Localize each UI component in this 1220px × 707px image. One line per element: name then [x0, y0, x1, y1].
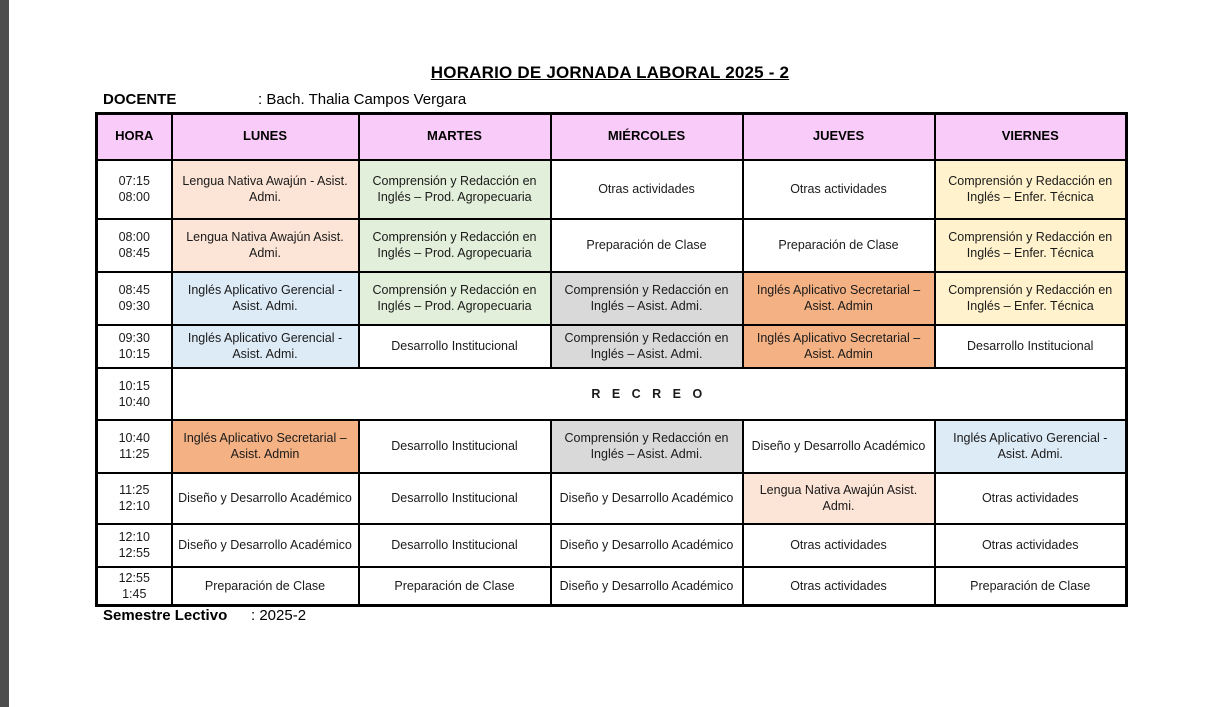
schedule-cell: Desarrollo Institucional: [359, 524, 551, 567]
schedule-cell: Comprensión y Redacción en Inglés – Prod. Agropecuaria: [359, 219, 551, 272]
schedule-cell: Diseño y Desarrollo Académico: [551, 473, 743, 524]
schedule-cell: Otras actividades: [743, 160, 935, 219]
header-row: [97, 114, 1127, 160]
schedule-cell: Comprensión y Redacción en Inglés – Enfer. Técnica: [935, 272, 1127, 325]
time-line: 08:00: [118, 190, 150, 204]
time-cell: [97, 567, 172, 606]
schedule-cell: Inglés Aplicativo Secretarial – Asist. Admin: [743, 325, 935, 368]
table-row: [97, 272, 1127, 325]
time-line: 12:10: [118, 530, 150, 544]
time-line: 1:45: [122, 586, 147, 601]
schedule-cell: Preparación de Clase: [935, 567, 1127, 606]
schedule-cell: Comprensión y Redacción en Inglés – Asist. Admi.: [551, 420, 743, 473]
time-cell: [97, 160, 172, 219]
schedule-cell: Inglés Aplicativo Gerencial - Asist. Admi.: [935, 420, 1127, 473]
semestre-value: : 2025-2: [251, 607, 307, 624]
time-line: 12:55: [118, 570, 150, 585]
schedule-cell: Diseño y Desarrollo Académico: [551, 567, 743, 606]
col-header-viernes: VIERNES: [935, 114, 1127, 160]
schedule-cell: Inglés Aplicativo Gerencial - Asist. Admi.: [172, 325, 359, 368]
schedule-cell: Desarrollo Institucional: [359, 325, 551, 368]
table-row: [97, 567, 1127, 606]
table-row: [97, 368, 1127, 420]
schedule-wrap: [95, 112, 1128, 607]
schedule-cell: Otras actividades: [743, 524, 935, 567]
schedule-cell: Otras actividades: [935, 524, 1127, 567]
time-line: 07:15: [118, 174, 150, 188]
schedule-cell: Lengua Nativa Awajún Asist. Admi.: [743, 473, 935, 524]
schedule-cell: Preparación de Clase: [359, 567, 551, 606]
schedule-cell: Diseño y Desarrollo Académico: [743, 420, 935, 473]
page-title: [95, 63, 1125, 83]
col-header-jueves: JUEVES: [743, 114, 935, 160]
schedule-cell: Desarrollo Institucional: [359, 473, 551, 524]
page-title-text: HORARIO DE JORNADA LABORAL 2025 - 2: [430, 63, 790, 82]
semestre-line: [103, 607, 703, 624]
schedule-cell: Lengua Nativa Awajún Asist. Admi.: [172, 219, 359, 272]
time-line: 08:45: [118, 246, 150, 260]
schedule-cell: Preparación de Clase: [743, 219, 935, 272]
schedule-cell: Diseño y Desarrollo Académico: [172, 473, 359, 524]
time-line: 10:40: [118, 394, 150, 409]
schedule-cell: Inglés Aplicativo Secretarial – Asist. Admin: [743, 272, 935, 325]
time-cell: [97, 473, 172, 524]
schedule-cell: Diseño y Desarrollo Académico: [551, 524, 743, 567]
semestre-label: Semestre Lectivo: [103, 607, 228, 624]
time-cell: [97, 524, 172, 567]
table-row: [97, 160, 1127, 219]
schedule-cell: Comprensión y Redacción en Inglés – Prod. Agropecuaria: [359, 160, 551, 219]
schedule-cell: Desarrollo Institucional: [359, 420, 551, 473]
time-cell: [97, 272, 172, 325]
docente-line: [103, 91, 1103, 108]
time-line: 12:55: [118, 546, 150, 560]
schedule-cell: Otras actividades: [743, 567, 935, 606]
time-line: 10:15: [118, 378, 150, 393]
time-line: 09:30: [118, 299, 150, 313]
schedule-cell: Inglés Aplicativo Secretarial – Asist. Admin: [172, 420, 359, 473]
docente-value: : Bach. Thalia Campos Vergara: [258, 91, 467, 108]
col-header-hora: HORA: [97, 114, 172, 160]
col-header-miercoles: MIÉRCOLES: [551, 114, 743, 160]
table-row: [97, 473, 1127, 524]
col-header-lunes: LUNES: [172, 114, 359, 160]
time-line: 10:15: [118, 347, 150, 361]
table-row: [97, 420, 1127, 473]
schedule-cell: Comprensión y Redacción en Inglés – Prod. Agropecuaria: [359, 272, 551, 325]
time-line: 12:10: [118, 499, 150, 513]
schedule-cell: Comprensión y Redacción en Inglés – Asist. Admi.: [551, 325, 743, 368]
time-line: 08:45: [118, 283, 150, 297]
time-cell: [97, 368, 172, 420]
time-line: 11:25: [119, 447, 150, 461]
schedule-cell: Preparación de Clase: [172, 567, 359, 606]
time-cell: [97, 219, 172, 272]
col-header-martes: MARTES: [359, 114, 551, 160]
schedule-cell: Otras actividades: [935, 473, 1127, 524]
schedule-cell: Desarrollo Institucional: [935, 325, 1127, 368]
schedule-cell: Lengua Nativa Awajún - Asist. Admi.: [172, 160, 359, 219]
schedule-cell: Preparación de Clase: [551, 219, 743, 272]
schedule-cell: Comprensión y Redacción en Inglés – Enfer. Técnica: [935, 219, 1127, 272]
schedule-cell: Comprensión y Redacción en Inglés – Enfer. Técnica: [935, 160, 1127, 219]
schedule-cell: Inglés Aplicativo Gerencial - Asist. Admi.: [172, 272, 359, 325]
time-line: 08:00: [118, 230, 150, 244]
table-row: [97, 325, 1127, 368]
time-line: 11:25: [119, 483, 150, 497]
recreo-cell: R E C R E O: [172, 368, 1127, 420]
schedule-cell: Comprensión y Redacción en Inglés – Asist. Admi.: [551, 272, 743, 325]
schedule-cell: Otras actividades: [551, 160, 743, 219]
time-cell: [97, 420, 172, 473]
schedule-table: [95, 112, 1128, 607]
time-cell: [97, 325, 172, 368]
table-row: [97, 524, 1127, 567]
table-row: [97, 219, 1127, 272]
schedule-cell: Diseño y Desarrollo Académico: [172, 524, 359, 567]
docente-label: DOCENTE: [103, 91, 177, 108]
schedule-table-body: [97, 160, 1127, 606]
time-line: 10:40: [118, 431, 150, 445]
time-line: 09:30: [118, 331, 150, 345]
left-edge-bar: [0, 0, 9, 707]
